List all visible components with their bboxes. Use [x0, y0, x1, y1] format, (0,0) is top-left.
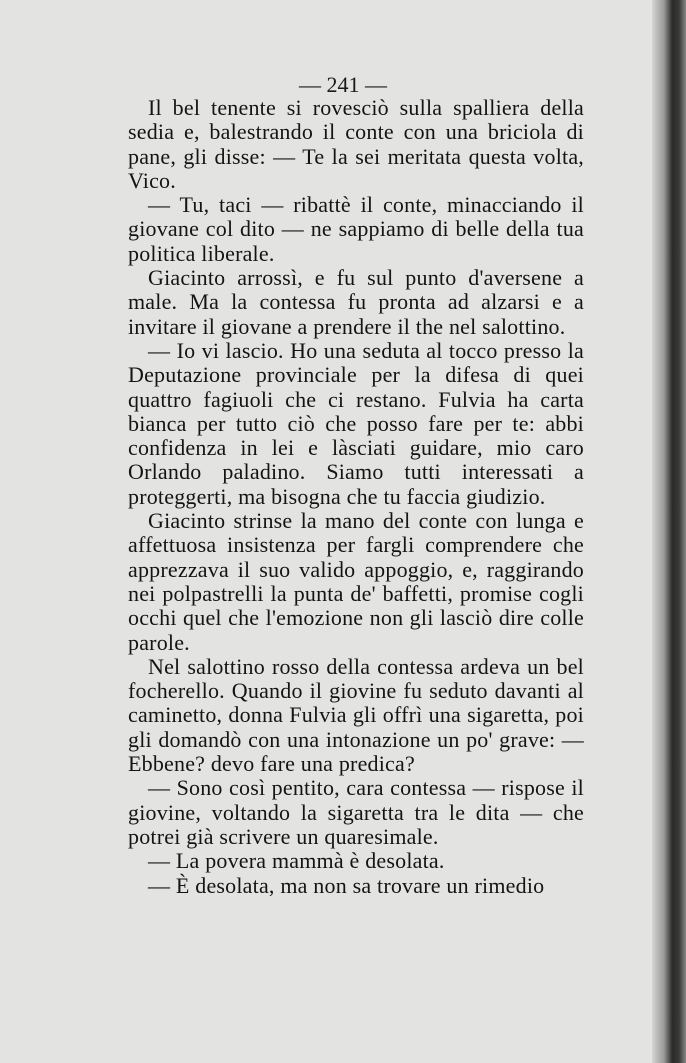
page-binding-edge [652, 0, 686, 1063]
page-number: — 241 — [299, 72, 387, 97]
paragraph-5: Giacinto strinse la mano del conte con lunga e affettuosa insistenza per fargli comprendere che apprezzava il suo valido appoggio, e, raggirando nei polpastrelli la punta de' baffetti, promise cogli occhi quel che l'emozione non gli lasciò dire colle parole. [128, 508, 584, 655]
paragraph-2: — Tu, taci — ribattè il conte, minacciando il giovane col dito — ne sappiamo di belle della tua politica liberale. [128, 192, 584, 266]
paragraph-6: Nel salottino rosso della contessa ardeva un bel focherello. Quando il giovine fu seduto davanti al caminetto, donna Fulvia gli offrì una sigaretta, poi gli domandò con una intonazione un po' grave: — Ebbene? devo fare una predica? [128, 653, 584, 777]
body-text [128, 96, 584, 898]
paragraph-4: — Io vi lascio. Ho una seduta al tocco presso la Deputazione provinciale per la difesa di quei quattro fagiuoli che ci restano. Fulvia ha carta bianca per tutto ciò che posso fare per te: abbi confidenza in lei e làsciati guidare, mio caro Orlando paladino. Siamo tutti interessati a proteggerti, ma bisogna che tu faccia giudizio. [128, 337, 584, 509]
paragraph-9: — È desolata, ma non sa trovare un rimedio [148, 872, 545, 898]
paragraph-7: — Sono così pentito, cara contessa — rispose il giovine, voltando la sigaretta tra le dita — che potrei già scrivere un quaresimale. [128, 775, 584, 849]
paragraph-8: — La povera mammà è desolata. [148, 848, 445, 874]
paragraph-3: Giacinto arrossì, e fu sul punto d'aversene a male. Ma la contessa fu pronta ad alzarsi e a invitare il giovane a prendere il the nel salottino. [128, 265, 584, 339]
paragraph-1: Il bel tenente si rovesciò sulla spalliera della sedia e, balestrando il conte con una briciola di pane, gli disse: — Te la sei meritata questa volta, Vico. [128, 95, 584, 193]
